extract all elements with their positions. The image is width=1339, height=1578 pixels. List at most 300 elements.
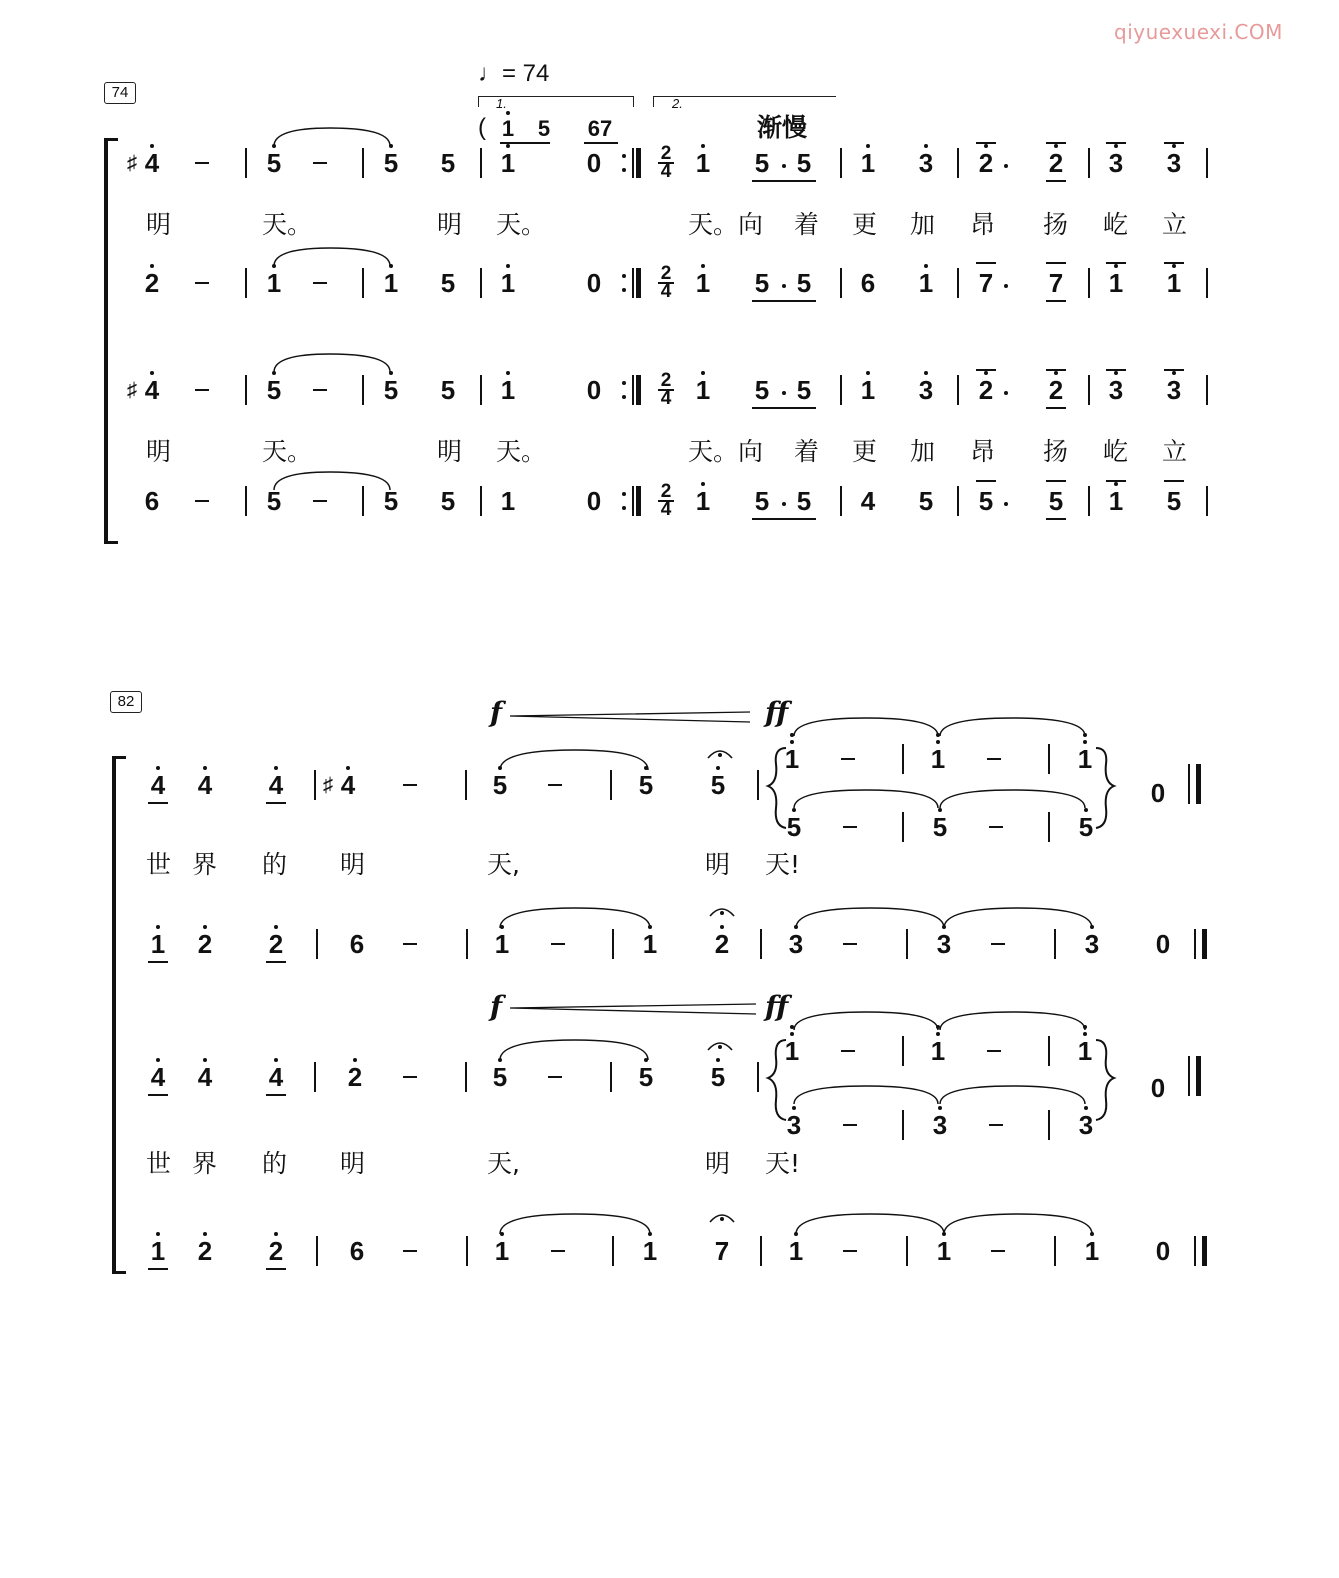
note-1: 1 — [633, 929, 667, 959]
octave-dot — [790, 1025, 794, 1029]
note-5: 5 — [383, 486, 399, 516]
sustain-dash — [843, 826, 857, 828]
note-2: 2 — [259, 1236, 293, 1266]
lyric-syllable: 的 — [262, 850, 288, 879]
note-7: 7 — [714, 1236, 730, 1266]
octave-dot — [936, 740, 940, 744]
note-1: 1 — [374, 268, 408, 298]
note-5: 5 — [969, 486, 1003, 516]
octave-dot — [203, 1058, 207, 1062]
sustain-dash — [551, 943, 565, 945]
barline — [612, 1236, 614, 1266]
fermata-icon — [710, 909, 734, 916]
octave-dot — [1090, 925, 1094, 929]
sustain-dash — [841, 1050, 855, 1052]
barline — [1188, 1056, 1190, 1096]
sustain-dash — [987, 1050, 1001, 1052]
lyric-syllable: 天, — [487, 850, 520, 879]
octave-dot — [938, 808, 942, 812]
octave-dot — [203, 1232, 207, 1236]
note-4: 4 ♯ — [135, 148, 169, 178]
tempo-change-ritardando: 渐慢 — [757, 113, 808, 142]
crescendo-hairpin — [510, 1004, 756, 1014]
note-5: 5 — [777, 812, 811, 842]
note-5: 5 — [1157, 486, 1191, 516]
note-3: 3 — [1099, 375, 1133, 405]
final-barline — [1202, 929, 1207, 959]
lyric-syllable: 明 — [340, 850, 366, 879]
barline — [902, 812, 904, 842]
open-paren: ( — [478, 114, 486, 141]
cue-note: 1 — [491, 114, 525, 144]
note-0: 0 — [586, 375, 602, 405]
note-0: 0 — [1155, 929, 1171, 959]
slur-curve — [796, 1214, 944, 1234]
dynamic-fortissimo: ff — [765, 990, 789, 1023]
note-6: 6 — [349, 929, 365, 959]
note-1: 1 — [851, 148, 885, 178]
slur-curve — [500, 1214, 650, 1234]
octave-dot — [498, 766, 502, 770]
barline — [316, 929, 318, 959]
sustain-dash — [989, 1124, 1003, 1126]
note-6: 6 — [144, 486, 160, 516]
lyric-syllable: 明 — [146, 437, 172, 466]
octave-dot — [156, 1058, 160, 1062]
sustain-dash — [843, 943, 857, 945]
note-1: 1 — [779, 1236, 813, 1266]
note-2: 2 — [259, 929, 293, 959]
barline — [465, 770, 467, 800]
slur-curve — [944, 908, 1092, 928]
octave-dot — [938, 1106, 942, 1110]
time-sig-bottom: 4 — [660, 388, 672, 409]
underline — [266, 1094, 286, 1096]
note-5: 5 — [754, 268, 770, 298]
note-4: 4 ♯ — [331, 770, 365, 800]
note-1: 1 — [491, 148, 525, 178]
note-0: 0 — [586, 148, 602, 178]
note-5: 5 — [257, 148, 291, 178]
note-7: 7 — [1039, 268, 1073, 298]
note-5: 5 — [440, 375, 456, 405]
time-sig-bottom: 4 — [660, 161, 672, 182]
lyric-syllable: 天, — [487, 1149, 520, 1178]
lyric-syllable: 天。 — [496, 437, 547, 466]
note-5: 5 — [266, 486, 282, 516]
dynamic-forte: f — [490, 696, 503, 729]
note-5: 5 — [923, 812, 957, 842]
fermata-icon — [708, 751, 732, 758]
lyric-syllable: 天。 — [262, 437, 313, 466]
final-barline — [1196, 764, 1201, 804]
sharp-icon: ♯ — [323, 774, 333, 796]
octave-dot — [1083, 1025, 1087, 1029]
octave-dot — [156, 925, 160, 929]
note-2: 2 — [188, 929, 222, 959]
note-2: 2 — [1039, 375, 1073, 405]
note-3: 3 — [1069, 1110, 1103, 1140]
octave-dot — [156, 1232, 160, 1236]
octave-dot — [1084, 1106, 1088, 1110]
note-3: 3 — [909, 375, 943, 405]
lyric-syllable: 的 — [262, 1149, 288, 1178]
note-3: 3 — [1075, 929, 1109, 959]
lyric-syllable: 着 — [794, 210, 820, 239]
barline — [757, 1062, 759, 1092]
note-1: 1 — [921, 1036, 955, 1066]
lyric-syllable: 天。 — [262, 210, 313, 239]
octave-dot — [500, 1232, 504, 1236]
barline — [610, 770, 612, 800]
note-5: 5 — [796, 486, 812, 516]
slur-curve — [796, 908, 944, 928]
octave-dot — [1084, 808, 1088, 812]
barline — [466, 929, 468, 959]
note-1: 1 — [141, 929, 175, 959]
lyric-syllable: 昂 — [970, 437, 996, 466]
crescendo-hairpin — [510, 712, 750, 722]
sustain-dash — [403, 943, 417, 945]
note-2: 2 — [969, 148, 1003, 178]
sustain-dash — [843, 1124, 857, 1126]
note-2: 2 — [338, 1062, 372, 1092]
note-3: 3 — [779, 929, 813, 959]
sustain-dash — [403, 1250, 417, 1252]
cue-note: 67 — [587, 116, 613, 141]
note-5: 5 — [754, 375, 770, 405]
lyric-syllable: 加 — [910, 210, 936, 239]
note-5: 5 — [754, 148, 770, 178]
octave-dot — [936, 733, 940, 737]
time-sig-top: 2 — [660, 370, 672, 391]
note-1: 1 — [257, 268, 291, 298]
dynamic-fortissimo: ff — [765, 696, 789, 729]
note-5: 5 — [374, 148, 408, 178]
time-sig-top: 2 — [660, 143, 672, 164]
octave-dot — [792, 808, 796, 812]
lyric-syllable: 明 — [705, 1149, 731, 1178]
cue-note: 5 — [537, 116, 551, 141]
octave-dot — [790, 740, 794, 744]
barline — [760, 1236, 762, 1266]
octave-dot — [203, 766, 207, 770]
underline — [148, 1094, 168, 1096]
note-4: 4 ♯ — [135, 375, 169, 405]
note-5: 5 — [796, 148, 812, 178]
octave-dot — [716, 766, 720, 770]
note-5: 5 — [796, 375, 812, 405]
octave-dot — [716, 1058, 720, 1062]
time-sig-bottom: 4 — [660, 499, 672, 520]
dynamic-forte: f — [490, 990, 503, 1023]
lyric-syllable: 扬 — [1043, 210, 1069, 239]
octave-dot — [942, 925, 946, 929]
lyric-syllable: 扬 — [1043, 437, 1069, 466]
sustain-dash — [991, 943, 1005, 945]
note-1: 1 — [633, 1236, 667, 1266]
volta-1-label: 1. — [496, 96, 507, 111]
note-6: 6 — [860, 268, 876, 298]
watermark-text: qiyuexuexi.COM — [1114, 20, 1283, 44]
note-5: 5 — [754, 486, 770, 516]
barline — [1194, 929, 1196, 959]
octave-dot — [1083, 1032, 1087, 1036]
note-5: 5 — [440, 486, 456, 516]
barline — [316, 1236, 318, 1266]
note-1: 1 — [686, 268, 720, 298]
octave-dot — [274, 1232, 278, 1236]
slur-curve — [500, 1040, 648, 1060]
note-1: 1 — [485, 929, 519, 959]
lyric-syllable: 界 — [192, 1149, 218, 1178]
barline — [902, 1110, 904, 1140]
lyric-syllable: 昂 — [970, 210, 996, 239]
barline — [314, 1062, 316, 1092]
barline — [902, 744, 904, 774]
barline — [612, 929, 614, 959]
octave-dot — [203, 925, 207, 929]
note-1: 1 — [1099, 486, 1133, 516]
note-1: 1 — [1068, 744, 1102, 774]
sustain-dash — [987, 758, 1001, 760]
sustain-dash — [548, 1076, 562, 1078]
octave-dot — [942, 1232, 946, 1236]
note-1: 1 — [686, 148, 720, 178]
lyric-syllable: 明 — [705, 850, 731, 879]
sharp-icon: ♯ — [127, 152, 137, 174]
lyric-syllable: 加 — [910, 437, 936, 466]
octave-dot — [720, 925, 724, 929]
lyric-syllable: 天。 — [496, 210, 547, 239]
underline — [266, 961, 286, 963]
lyric-syllable: 世 — [146, 1149, 172, 1178]
note-1: 1 — [686, 375, 720, 405]
note-5: 5 — [629, 770, 663, 800]
note-4: 4 — [141, 1062, 175, 1092]
octave-dot — [794, 1232, 798, 1236]
note-1: 1 — [1075, 1236, 1109, 1266]
measure-number-82: 82 — [110, 691, 142, 713]
note-3: 3 — [1099, 148, 1133, 178]
sustain-dash — [989, 826, 1003, 828]
octave-dot — [648, 925, 652, 929]
note-4: 4 — [860, 486, 876, 516]
note-0: 0 — [1150, 1073, 1166, 1103]
note-1: 1 — [485, 1236, 519, 1266]
octave-dot — [790, 733, 794, 737]
barline — [1048, 744, 1050, 774]
octave-dot — [1083, 733, 1087, 737]
octave-dot — [790, 1032, 794, 1036]
note-2: 2 — [188, 1236, 222, 1266]
note-5: 5 — [1039, 486, 1073, 516]
note-5: 5 — [701, 770, 735, 800]
note-5: 5 — [374, 375, 408, 405]
note-1: 1 — [686, 486, 720, 516]
time-sig-top: 2 — [660, 481, 672, 502]
slur-curve — [794, 790, 938, 808]
octave-dot — [274, 925, 278, 929]
underline — [148, 1268, 168, 1270]
slur-curve — [940, 1012, 1085, 1030]
barline — [906, 1236, 908, 1266]
sustain-dash — [843, 1250, 857, 1252]
barline — [1194, 1236, 1196, 1266]
note-5: 5 — [440, 148, 456, 178]
barline — [1054, 1236, 1056, 1266]
note-7: 7 — [969, 268, 1003, 298]
barline — [466, 1236, 468, 1266]
barline — [465, 1062, 467, 1092]
barline — [1048, 1110, 1050, 1140]
note-4: 4 — [259, 770, 293, 800]
note-4: 4 — [188, 770, 222, 800]
lyric-syllable: 立 — [1162, 437, 1188, 466]
note-4: 4 — [141, 770, 175, 800]
barline — [1048, 1036, 1050, 1066]
octave-dot — [644, 766, 648, 770]
lyric-syllable: 明 — [437, 210, 463, 239]
note-2: 2 — [969, 375, 1003, 405]
octave-dot — [792, 1106, 796, 1110]
octave-dot — [353, 1058, 357, 1062]
barline — [314, 770, 316, 800]
note-2: 2 — [135, 268, 169, 298]
octave-dot — [1090, 1232, 1094, 1236]
lyric-syllable: 明 — [340, 1149, 366, 1178]
note-6: 6 — [349, 1236, 365, 1266]
note-4: 4 — [259, 1062, 293, 1092]
lyric-syllable: 着 — [794, 437, 820, 466]
note-1: 1 — [141, 1236, 175, 1266]
time-sig-top: 2 — [660, 263, 672, 284]
barline — [906, 929, 908, 959]
lyric-syllable: 更 — [852, 210, 878, 239]
note-1: 1 — [775, 744, 809, 774]
note-1: 1 — [1099, 268, 1133, 298]
note-3: 3 — [927, 929, 961, 959]
note-5: 5 — [629, 1062, 663, 1092]
sustain-dash — [403, 1076, 417, 1078]
lyric-syllable: 世 — [146, 850, 172, 879]
note-5: 5 — [918, 486, 934, 516]
barline — [760, 929, 762, 959]
slur-curve — [500, 908, 650, 928]
note-1: 1 — [851, 375, 885, 405]
underline — [148, 961, 168, 963]
note-4: 4 — [188, 1062, 222, 1092]
lyric-syllable: 明 — [437, 437, 463, 466]
octave-dot — [274, 1058, 278, 1062]
octave-dot — [644, 1058, 648, 1062]
note-2: 2 — [1039, 148, 1073, 178]
slur-curve — [794, 1086, 938, 1104]
measure-number-74: 74 — [104, 82, 136, 104]
barline — [610, 1062, 612, 1092]
sustain-dash — [551, 1250, 565, 1252]
note-2: 2 — [705, 929, 739, 959]
slur-curve — [794, 1012, 938, 1030]
note-3: 3 — [909, 148, 943, 178]
note-1: 1 — [491, 268, 525, 298]
slur-curve — [794, 718, 938, 736]
barline — [1048, 812, 1050, 842]
barline — [757, 770, 759, 800]
underline — [266, 1268, 286, 1270]
note-5: 5 — [440, 268, 456, 298]
lyric-syllable: 天! — [765, 850, 801, 879]
slur-curve — [940, 790, 1085, 808]
sustain-dash — [548, 784, 562, 786]
slur-curve — [944, 1214, 1092, 1234]
octave-dot — [346, 766, 350, 770]
sharp-icon: ♯ — [127, 379, 137, 401]
slur-curve — [940, 718, 1085, 736]
final-barline — [1196, 1056, 1201, 1096]
octave-dot — [500, 925, 504, 929]
note-5: 5 — [257, 375, 291, 405]
note-1: 1 — [1157, 268, 1191, 298]
note-0: 0 — [586, 486, 602, 516]
lyric-syllable: 立 — [1162, 210, 1188, 239]
slur-curve — [500, 750, 648, 770]
lyric-syllable: 明 — [146, 210, 172, 239]
lyric-syllable: 更 — [852, 437, 878, 466]
note-1: 1 — [921, 744, 955, 774]
note-3: 3 — [1157, 148, 1191, 178]
note-0: 0 — [586, 268, 602, 298]
note-1: 1 — [500, 486, 516, 516]
underline — [148, 802, 168, 804]
note-5: 5 — [796, 268, 812, 298]
lyric-syllable: 天。向 — [688, 437, 764, 466]
note-5: 5 — [483, 1062, 517, 1092]
note-3: 3 — [777, 1110, 811, 1140]
time-sig-bottom: 4 — [660, 281, 672, 302]
note-5: 5 — [701, 1062, 735, 1092]
fermata-icon — [708, 1043, 732, 1050]
underline — [266, 802, 286, 804]
lyric-syllable: 屹 — [1103, 437, 1129, 466]
octave-dot — [156, 766, 160, 770]
final-barline — [1202, 1236, 1207, 1266]
note-0: 0 — [1150, 778, 1166, 808]
lyric-syllable: 天。向 — [688, 210, 764, 239]
note-1: 1 — [775, 1036, 809, 1066]
note-5: 5 — [1069, 812, 1103, 842]
note-1: 1 — [927, 1236, 961, 1266]
tempo-marking: ♩= 74 — [478, 60, 550, 87]
volta-2-label: 2. — [672, 96, 683, 111]
barline — [1188, 764, 1190, 804]
octave-dot — [274, 766, 278, 770]
octave-dot — [936, 1032, 940, 1036]
lyric-syllable: 界 — [192, 850, 218, 879]
octave-dot — [1083, 740, 1087, 744]
octave-dot — [794, 925, 798, 929]
note-1: 1 — [909, 268, 943, 298]
note-1: 1 — [1068, 1036, 1102, 1066]
sustain-dash — [841, 758, 855, 760]
note-3: 3 — [1157, 375, 1191, 405]
note-5: 5 — [483, 770, 517, 800]
barline — [902, 1036, 904, 1066]
lyric-syllable: 天! — [765, 1149, 801, 1178]
octave-dot — [936, 1025, 940, 1029]
octave-dot — [498, 1058, 502, 1062]
barline — [1054, 929, 1056, 959]
